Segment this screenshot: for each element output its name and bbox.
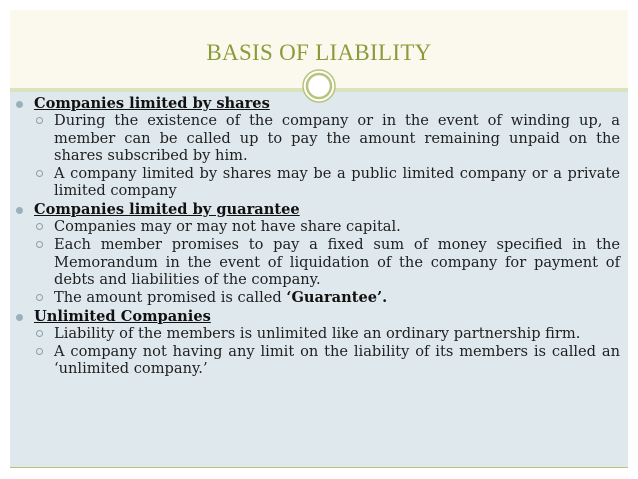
guarantee-term: ‘Guarantee’. (286, 289, 388, 307)
list-item-text: Liability of the members is unlimited like an ordinary partnership firm. (54, 324, 581, 342)
list-item-text: Companies may or may not have share capital. (54, 218, 401, 236)
filled-dot-icon (16, 314, 23, 321)
hollow-ring-icon (36, 348, 43, 355)
list-item (10, 95, 620, 112)
hollow-ring-icon (36, 241, 43, 248)
list-item (10, 218, 620, 235)
hollow-ring-icon (36, 330, 43, 337)
list-item (10, 165, 620, 200)
section-heading: Companies limited by guarantee (34, 200, 300, 218)
hollow-ring-icon (36, 117, 43, 124)
hollow-ring-icon (36, 170, 43, 177)
filled-dot-icon (16, 101, 23, 108)
slide-title: BASIS OF LIABILITY (206, 40, 432, 65)
list-item (10, 201, 620, 218)
bullet-list (10, 95, 620, 378)
list-item (10, 325, 620, 342)
filled-dot-icon (16, 207, 23, 214)
section-heading: Companies limited by shares (34, 95, 270, 112)
list-item (10, 308, 620, 325)
list-item-text: During the existence of the company or in the event of winding up, a member can be called up to pay the amount remaining unpaid on the shares subscribed by him. (54, 112, 620, 164)
list-item (10, 343, 620, 378)
list-item (10, 289, 620, 306)
hollow-ring-icon (36, 223, 43, 230)
list-item-text: The amount promised is called (54, 289, 287, 307)
list-item (10, 112, 620, 164)
section-heading: Unlimited Companies (34, 307, 211, 325)
list-item-text: Each member promises to pay a fixed sum of money specified in the Memorandum in the event of liquidation of the company for payment of debts and liabilities of the company. (54, 236, 620, 288)
list-item-text: A company not having any limit on the liability of its members is called an ‘unlimited company.’ (54, 343, 620, 378)
list-item (10, 236, 620, 288)
hollow-ring-icon (36, 294, 43, 301)
list-item-text: A company limited by shares may be a public limited company or a private limited company (54, 165, 620, 200)
